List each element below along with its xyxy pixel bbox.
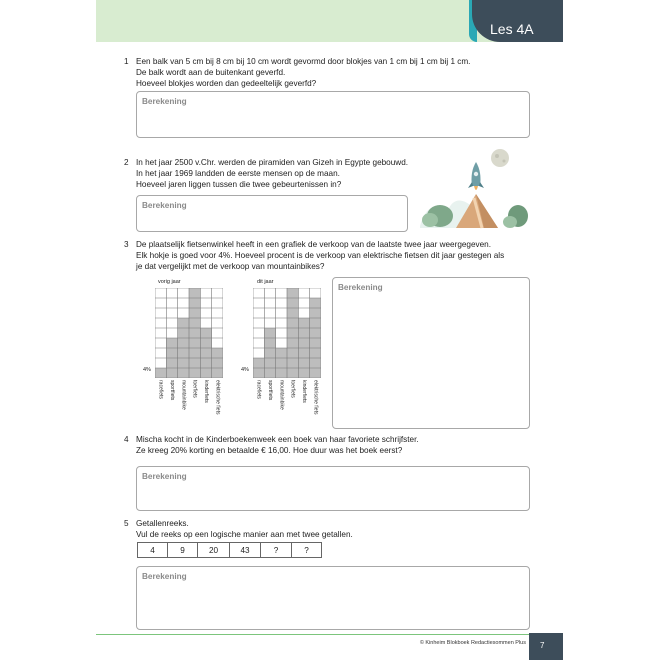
question-2-number: 2 xyxy=(124,158,129,167)
question-2-line: In het jaar 1969 landden de eerste mensen op de maan. xyxy=(136,169,340,178)
box-label: Berekening xyxy=(142,572,187,581)
question-2-line: Hoeveel jaren liggen tussen die twee gebeurtenissen in? xyxy=(136,180,342,189)
bar-elektrische-fiets xyxy=(212,348,223,378)
category-label: mountainbike xyxy=(180,380,187,410)
category-label: elektrische fiets xyxy=(312,380,319,415)
sequence-cell: 9 xyxy=(167,542,198,558)
question-3-line: je dat vergelijkt met de verkoop van mountainbikes? xyxy=(136,262,325,271)
footer-divider xyxy=(96,634,529,635)
box-label: Berekening xyxy=(142,97,187,106)
question-3-number: 3 xyxy=(124,240,129,249)
bar-racefiets xyxy=(155,368,166,378)
box-label: Berekening xyxy=(338,283,383,292)
answer-box-3[interactable] xyxy=(332,277,530,429)
question-1-number: 1 xyxy=(124,57,129,66)
category-label: sportfiets xyxy=(267,380,273,401)
question-2-line: In het jaar 2500 v.Chr. werden de piramiden van Gizeh in Egypte gebouwd. xyxy=(136,158,409,167)
sequence-cell: 4 xyxy=(137,542,168,558)
question-4-text xyxy=(136,434,419,456)
answer-box-2[interactable] xyxy=(136,195,408,232)
box-label: Berekening xyxy=(142,472,187,481)
category-label: mountainbike xyxy=(278,380,285,410)
category-label: kinderfiets xyxy=(301,380,307,403)
question-2-text xyxy=(136,157,408,190)
question-4-line: Mischa kocht in de Kinderboekenweek een boek van haar favoriete schrijfster. xyxy=(136,435,419,444)
category-label: toerfiets xyxy=(289,380,296,398)
question-5-line: Getallenreeks. xyxy=(136,519,189,528)
bar-toerfiets xyxy=(287,288,298,378)
chart-unit-label: 4% xyxy=(143,367,151,373)
question-1-line: De balk wordt aan de buitenkant geverfd. xyxy=(136,68,286,77)
bar-chart-previous-year xyxy=(155,288,223,378)
sequence-blank-cell[interactable]: ? xyxy=(260,542,292,558)
question-5-number: 5 xyxy=(124,519,129,528)
question-3-text xyxy=(136,239,504,272)
question-1-text xyxy=(136,56,470,89)
moon-icon xyxy=(491,149,509,167)
question-3-line: De plaatselijk fietsenwinkel heeft in een grafiek de verkoop van de laatste twee jaar weergegeven. xyxy=(136,240,492,249)
sequence-cell: 20 xyxy=(197,542,230,558)
question-1-line: Hoeveel blokjes worden dan gedeeltelijk geverfd? xyxy=(136,79,317,88)
category-label: toerfiets xyxy=(191,380,198,398)
bar-mountainbike xyxy=(276,348,287,378)
sequence-blank-cell[interactable]: ? xyxy=(291,542,322,558)
category-label: racefiets xyxy=(255,380,262,399)
bar-chart-this-year xyxy=(253,288,321,378)
box-label: Berekening xyxy=(142,201,187,210)
bar-sportfiets xyxy=(264,328,275,378)
chart-unit-label: 4% xyxy=(241,367,249,373)
sequence-cell: 43 xyxy=(229,542,261,558)
question-5-text xyxy=(136,518,353,540)
question-4-number: 4 xyxy=(124,435,129,444)
chart-category-labels xyxy=(155,378,223,426)
question-5-line: Vul de reeks op een logische manier aan met twee getallen. xyxy=(136,530,353,539)
bar-kinderfiets xyxy=(200,328,211,378)
answer-box-4[interactable] xyxy=(136,466,530,511)
answer-box-1[interactable] xyxy=(136,91,530,138)
question-4-line: Ze kreeg 20% korting en betaalde € 16,00. Hoe duur was het boek eerst? xyxy=(136,446,403,455)
lesson-label: Les 4A xyxy=(490,21,534,37)
category-label: elektrische fiets xyxy=(214,380,221,415)
chart-title-this-year: dit jaar xyxy=(257,279,274,285)
page-number-box xyxy=(529,633,563,660)
footer-copyright: © Kinheim Blokboek Redactiesommen Plus xyxy=(419,640,526,646)
pyramid-rocket-illustration xyxy=(418,148,530,236)
category-label: racefiets xyxy=(157,380,164,399)
question-3-line: Elk hokje is goed voor 4%. Hoeveel procent is de verkoop van elektrische fietsen dit jaar gestegen als xyxy=(136,251,505,260)
chart-category-labels xyxy=(253,378,321,426)
answer-box-5[interactable] xyxy=(136,566,530,630)
question-1-line: Een balk van 5 cm bij 8 cm bij 10 cm wordt gevormd door blokjes van 1 cm bij 1 cm bij 1 cm. xyxy=(136,57,471,66)
chart-title-previous-year: vorig jaar xyxy=(158,279,181,285)
category-label: sportfiets xyxy=(169,380,175,401)
bar-toerfiets xyxy=(189,288,200,378)
category-label: kinderfiets xyxy=(203,380,209,403)
page-number: 7 xyxy=(540,641,545,650)
